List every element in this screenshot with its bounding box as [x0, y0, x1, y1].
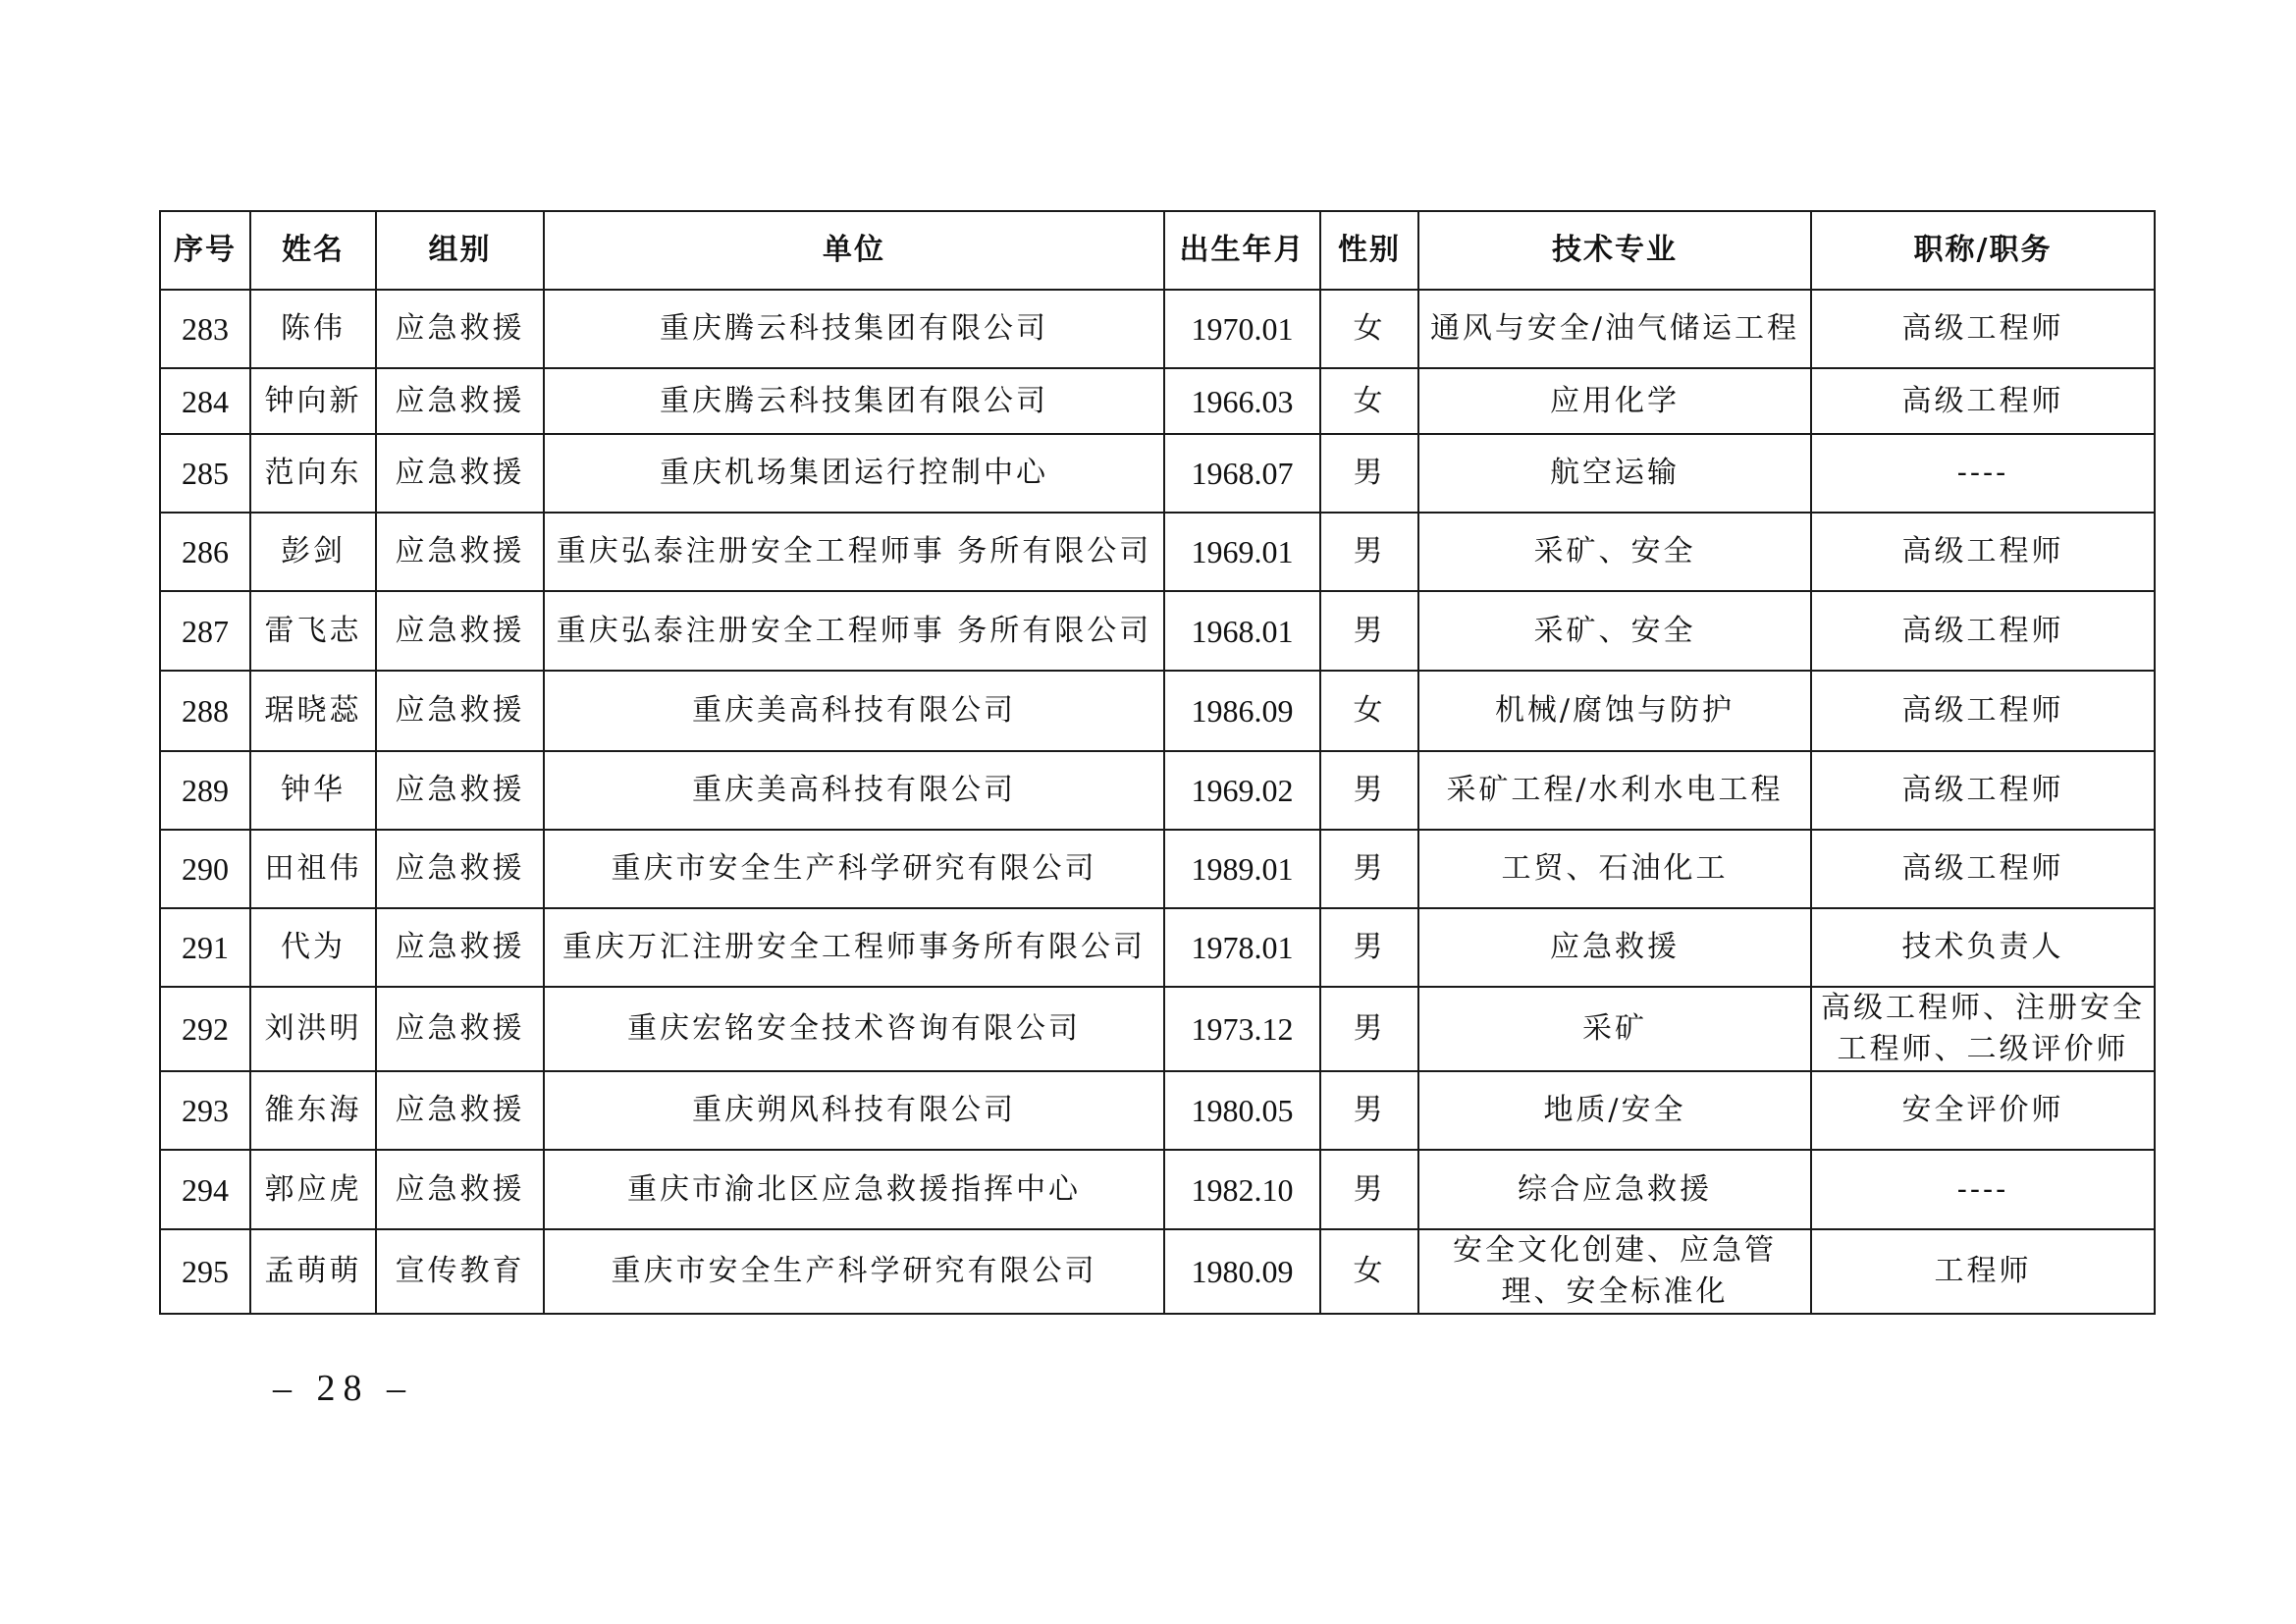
header-specialty: 技术专业	[1418, 211, 1811, 290]
cell-specialty: 机械/腐蚀与防护	[1418, 671, 1811, 751]
cell-serial: 291	[160, 908, 250, 987]
cell-gender: 男	[1320, 434, 1418, 513]
table-row	[160, 751, 2155, 830]
cell-specialty: 采矿	[1418, 987, 1811, 1071]
cell-specialty: 采矿、安全	[1418, 513, 1811, 591]
cell-serial: 285	[160, 434, 250, 513]
table-header-row	[160, 211, 2155, 290]
cell-group: 应急救援	[376, 908, 544, 987]
cell-unit: 重庆朔风科技有限公司	[544, 1071, 1164, 1150]
table-row	[160, 908, 2155, 987]
cell-name: 钟华	[250, 751, 376, 830]
cell-group: 应急救援	[376, 1071, 544, 1150]
cell-serial: 289	[160, 751, 250, 830]
cell-serial: 295	[160, 1229, 250, 1314]
cell-gender: 男	[1320, 591, 1418, 671]
cell-title: 高级工程师	[1811, 591, 2155, 671]
cell-serial: 290	[160, 830, 250, 908]
table-row	[160, 830, 2155, 908]
table-row	[160, 1150, 2155, 1229]
cell-birth: 1989.01	[1164, 830, 1320, 908]
page-number: – 28 –	[273, 1368, 413, 1409]
cell-title: ----	[1811, 1150, 2155, 1229]
cell-birth: 1978.01	[1164, 908, 1320, 987]
cell-unit: 重庆宏铭安全技术咨询有限公司	[544, 987, 1164, 1071]
cell-name: 郭应虎	[250, 1150, 376, 1229]
table-row	[160, 290, 2155, 368]
cell-unit: 重庆市渝北区应急救援指挥中心	[544, 1150, 1164, 1229]
cell-unit: 重庆弘泰注册安全工程师事 务所有限公司	[544, 513, 1164, 591]
cell-gender: 男	[1320, 830, 1418, 908]
table-row	[160, 591, 2155, 671]
cell-group: 应急救援	[376, 1150, 544, 1229]
cell-group: 应急救援	[376, 368, 544, 434]
cell-unit: 重庆万汇注册安全工程师事务所有限公司	[544, 908, 1164, 987]
cell-unit: 重庆弘泰注册安全工程师事 务所有限公司	[544, 591, 1164, 671]
cell-birth: 1969.01	[1164, 513, 1320, 591]
cell-specialty: 综合应急救援	[1418, 1150, 1811, 1229]
cell-specialty: 采矿、安全	[1418, 591, 1811, 671]
table-row	[160, 1229, 2155, 1314]
cell-name: 钟向新	[250, 368, 376, 434]
cell-title: 高级工程师	[1811, 751, 2155, 830]
cell-group: 应急救援	[376, 830, 544, 908]
header-birth: 出生年月	[1164, 211, 1320, 290]
cell-birth: 1986.09	[1164, 671, 1320, 751]
cell-name: 陈伟	[250, 290, 376, 368]
table-row	[160, 987, 2155, 1071]
cell-unit: 重庆腾云科技集团有限公司	[544, 368, 1164, 434]
cell-group: 应急救援	[376, 987, 544, 1071]
cell-gender: 男	[1320, 1150, 1418, 1229]
cell-gender: 女	[1320, 290, 1418, 368]
cell-serial: 283	[160, 290, 250, 368]
cell-gender: 男	[1320, 513, 1418, 591]
table-row	[160, 1071, 2155, 1150]
cell-name: 雒东海	[250, 1071, 376, 1150]
cell-birth: 1968.01	[1164, 591, 1320, 671]
header-serial: 序号	[160, 211, 250, 290]
cell-name: 琚晓蕊	[250, 671, 376, 751]
cell-serial: 286	[160, 513, 250, 591]
cell-gender: 男	[1320, 751, 1418, 830]
cell-name: 雷飞志	[250, 591, 376, 671]
cell-serial: 292	[160, 987, 250, 1071]
cell-serial: 288	[160, 671, 250, 751]
cell-title: 高级工程师	[1811, 830, 2155, 908]
header-title: 职称/职务	[1811, 211, 2155, 290]
cell-gender: 男	[1320, 987, 1418, 1071]
cell-group: 应急救援	[376, 751, 544, 830]
cell-specialty: 安全文化创建、应急管理、安全标准化	[1418, 1229, 1811, 1314]
cell-unit: 重庆机场集团运行控制中心	[544, 434, 1164, 513]
cell-name: 田祖伟	[250, 830, 376, 908]
cell-specialty: 应急救援	[1418, 908, 1811, 987]
header-name: 姓名	[250, 211, 376, 290]
cell-birth: 1968.07	[1164, 434, 1320, 513]
cell-serial: 287	[160, 591, 250, 671]
cell-group: 应急救援	[376, 591, 544, 671]
cell-gender: 女	[1320, 1229, 1418, 1314]
cell-title: ----	[1811, 434, 2155, 513]
cell-title: 高级工程师	[1811, 368, 2155, 434]
cell-unit: 重庆腾云科技集团有限公司	[544, 290, 1164, 368]
cell-birth: 1980.09	[1164, 1229, 1320, 1314]
cell-serial: 284	[160, 368, 250, 434]
cell-title: 工程师	[1811, 1229, 2155, 1314]
table-row	[160, 368, 2155, 434]
cell-specialty: 采矿工程/水利水电工程	[1418, 751, 1811, 830]
cell-gender: 女	[1320, 671, 1418, 751]
cell-title: 高级工程师	[1811, 513, 2155, 591]
cell-gender: 男	[1320, 908, 1418, 987]
cell-birth: 1973.12	[1164, 987, 1320, 1071]
header-gender: 性别	[1320, 211, 1418, 290]
cell-specialty: 航空运输	[1418, 434, 1811, 513]
table-body	[160, 290, 2155, 1314]
cell-group: 宣传教育	[376, 1229, 544, 1314]
cell-name: 刘洪明	[250, 987, 376, 1071]
table-row	[160, 434, 2155, 513]
cell-name: 范向东	[250, 434, 376, 513]
cell-group: 应急救援	[376, 671, 544, 751]
cell-birth: 1980.05	[1164, 1071, 1320, 1150]
cell-unit: 重庆美高科技有限公司	[544, 751, 1164, 830]
cell-title: 技术负责人	[1811, 908, 2155, 987]
cell-birth: 1969.02	[1164, 751, 1320, 830]
cell-serial: 293	[160, 1071, 250, 1150]
cell-name: 彭剑	[250, 513, 376, 591]
header-unit: 单位	[544, 211, 1164, 290]
cell-specialty: 应用化学	[1418, 368, 1811, 434]
cell-birth: 1970.01	[1164, 290, 1320, 368]
cell-title: 高级工程师	[1811, 290, 2155, 368]
cell-birth: 1966.03	[1164, 368, 1320, 434]
cell-group: 应急救援	[376, 513, 544, 591]
cell-title: 安全评价师	[1811, 1071, 2155, 1150]
cell-serial: 294	[160, 1150, 250, 1229]
cell-specialty: 通风与安全/油气储运工程	[1418, 290, 1811, 368]
cell-name: 孟萌萌	[250, 1229, 376, 1314]
personnel-table	[159, 210, 2156, 1315]
cell-name: 代为	[250, 908, 376, 987]
cell-title: 高级工程师	[1811, 671, 2155, 751]
personnel-table-container	[159, 210, 2154, 1315]
cell-unit: 重庆市安全生产科学研究有限公司	[544, 1229, 1164, 1314]
cell-gender: 男	[1320, 1071, 1418, 1150]
table-row	[160, 671, 2155, 751]
header-group: 组别	[376, 211, 544, 290]
cell-specialty: 地质/安全	[1418, 1071, 1811, 1150]
cell-specialty: 工贸、石油化工	[1418, 830, 1811, 908]
cell-group: 应急救援	[376, 434, 544, 513]
table-row	[160, 513, 2155, 591]
cell-title: 高级工程师、注册安全工程师、二级评价师	[1811, 987, 2155, 1071]
cell-birth: 1982.10	[1164, 1150, 1320, 1229]
cell-unit: 重庆美高科技有限公司	[544, 671, 1164, 751]
cell-unit: 重庆市安全生产科学研究有限公司	[544, 830, 1164, 908]
cell-group: 应急救援	[376, 290, 544, 368]
cell-gender: 女	[1320, 368, 1418, 434]
